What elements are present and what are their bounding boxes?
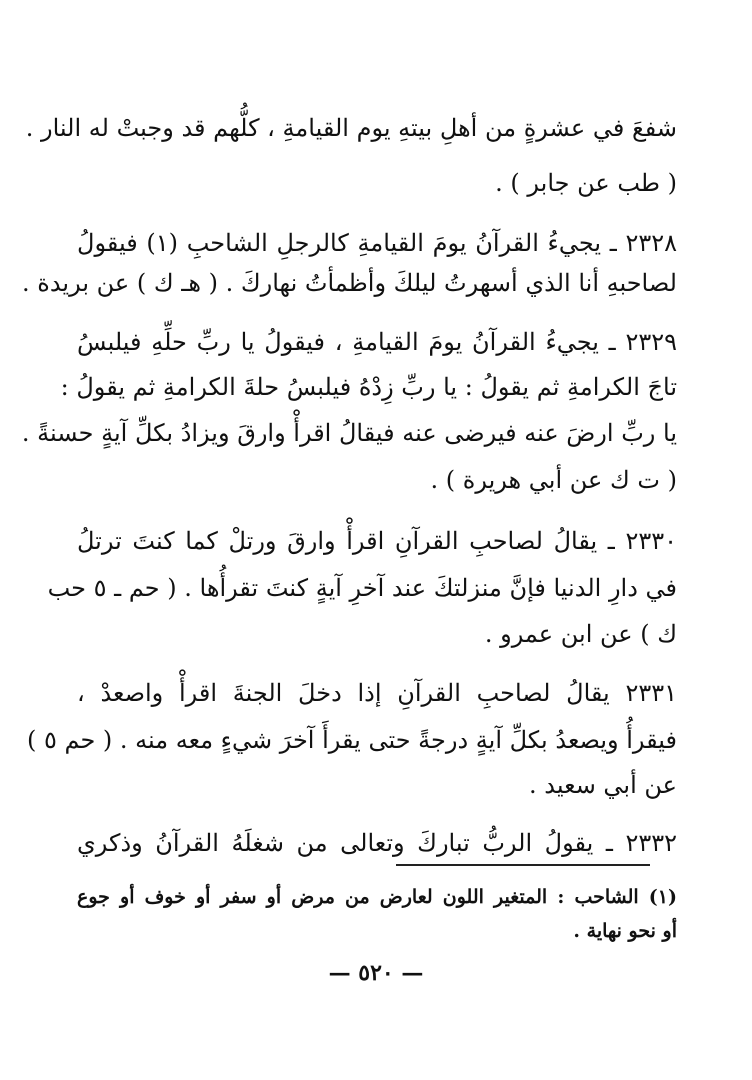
hadith-2328-line-1: ٢٣٢٨ ـ يجيءُ القرآنُ يومَ القيامةِ كالرجلِ الشاحبِ (١) فيقولُ	[77, 229, 677, 257]
hadith-2332-line-1: ٢٣٣٢ ـ يقولُ الربُّ تباركَ وتعالى من شغلَهُ القرآنُ وذكري	[77, 829, 677, 857]
hadith-2331-line-3: عن أبي سعيد .	[529, 771, 677, 799]
hadith-2329-line-1: ٢٣٢٩ ـ يجيءُ القرآنُ يومَ القيامةِ ، فيقولُ يا ربِّ حلِّهِ فيلبسُ	[77, 328, 677, 356]
page-number: — ٥٢٠ —	[328, 960, 424, 986]
hadith-2329-line-2: تاجَ الكرامةِ ثم يقولُ : يا ربِّ زِدْهُ فيلبسُ حلةَ الكرامةِ ثم يقولُ :	[60, 373, 677, 401]
hadith-2328-line-2: لصاحبهِ أنا الذي أسهرتُ ليلكَ وأظمأتُ نهاركَ . ( هـ ك ) عن بريدة .	[22, 269, 677, 297]
hadith-2330-line-1: ٢٣٣٠ ـ يقالُ لصاحبِ القرآنِ اقرأْ وارقَ ورتلْ كما كنتَ ترتلُ	[77, 527, 677, 555]
hadith-2330-line-2: في دارِ الدنيا فإنَّ منزلتكَ عند آخرِ آيةٍ كنتَ تقرأُها . ( حم ـ ٥ حب	[47, 574, 677, 602]
hadith-2329-line-3: يا ربِّ ارضَ عنه فيرضى عنه فيقالُ اقرأْ وارقَ ويزادُ بكلِّ آيةٍ حسنةً .	[21, 419, 677, 447]
footnote-divider	[396, 864, 650, 866]
hadith-2330-line-3: ك ) عن ابن عمرو .	[484, 620, 677, 648]
footnote-line-1: (١) الشاحب : المتغير اللون لعارض من مرض أو سفر أو خوف أو جوع	[77, 886, 677, 908]
text-line-1: شفعَ في عشرةٍ من أهلِ بيتهِ يوم القيامةِ ، كلُّهم قد وجبتْ له النار .	[25, 114, 677, 142]
text-line-2: ( طب عن جابر ) .	[495, 169, 677, 197]
footnote-line-2: أو نحو نهاية .	[573, 920, 677, 942]
hadith-2331-line-1: ٢٣٣١ يقالُ لصاحبِ القرآنِ إذا دخلَ الجنةَ اقرأْ واصعدْ ،	[77, 679, 677, 707]
hadith-2329-line-4: ( ت ك عن أبي هريرة ) .	[430, 466, 677, 494]
hadith-2331-line-2: فيقرأُ ويصعدُ بكلِّ آيةٍ درجةً حتى يقرأَ آخرَ شيءٍ معه منه . ( حم ٥ )	[26, 726, 677, 754]
